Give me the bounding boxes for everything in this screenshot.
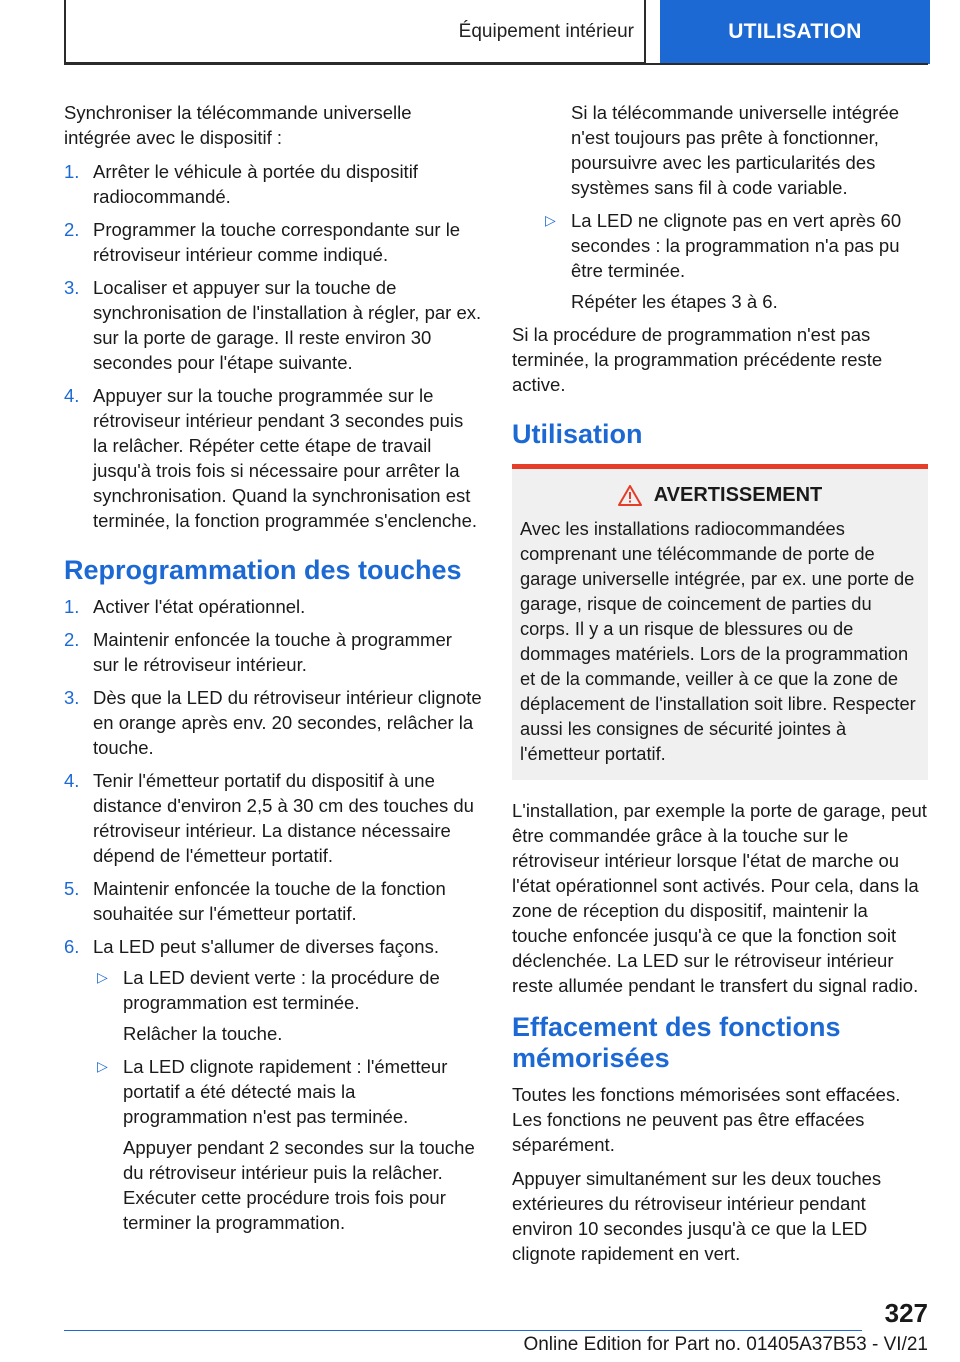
list-item	[64, 594, 482, 619]
warning-header	[520, 483, 920, 508]
step-number: 5.	[64, 878, 80, 899]
step-text: Maintenir enfoncée la touche de la fonction souhaitée sur l'émetteur portatif.	[93, 878, 446, 924]
step-text: Programmer la touche correspondante sur le rétroviseur intérieur comme indiqué.	[93, 219, 461, 265]
header-chapter-tab: UTILISATION	[660, 0, 930, 64]
sync-intro: Synchroniser la télécommande universelle intégrée avec le dispositif :	[64, 102, 412, 148]
triangle-bullet-icon: ▷	[97, 1058, 108, 1074]
step-number: 3.	[64, 277, 80, 298]
step-text: Localiser et appuyer sur la touche de synchronisation de l'installation à régler, par ex. sur la porte de garage. Il reste environ 30 secondes pour l'étape suivante.	[93, 277, 482, 373]
step-number: 3.	[64, 687, 80, 708]
step-number: 4.	[64, 385, 80, 406]
right-column	[512, 100, 928, 1275]
list-item	[64, 768, 482, 868]
step-text: Maintenir enfoncée la touche à programmer sur le rétroviseur intérieur.	[93, 629, 452, 675]
sub-item-follow: Relâcher la touche.	[123, 1023, 283, 1044]
utilisation-text: L'installation, par exemple la porte de garage, peut être commandée grâce à la touche sur le rétroviseur intérieur lorsque l'état de marche ou l'état opérationnel sont activés. Pour cela, dans la zone de réception du dispositif, maintenir la touche enfoncée jusqu'à ce que la fonction soit déclenchée. La LED sur le rétroviseur intérieur reste allumée pendant le transfert du signal radio.	[512, 800, 927, 996]
step-text: Activer l'état opérationnel.	[93, 596, 306, 617]
sub-item-text: La LED ne clignote pas en vert après 60 secondes : la programmation n'a pas pu être terminée.	[571, 210, 902, 281]
sub-item	[93, 1054, 482, 1129]
step-number: 6.	[64, 936, 80, 957]
warning-text: Avec les installations radiocommandées comprenant une télécommande de porte de garage universelle intégrée, par ex. une porte de garage, risque de coincement de parties du corps. Il y a un risque de blessures ou de dommages matériels. Lors de la programmation et de la commande, veiller à ce que la zone de déplacement de l'installation soit libre. Respecter aussi les consignes de sécurité jointes à l'émetteur portatif.	[520, 518, 916, 764]
sub-item-text: La LED clignote rapidement : l'émetteur portatif a été détecté mais la programmation n'est pas terminée.	[123, 1056, 448, 1127]
list-item	[64, 159, 482, 209]
step-text: Appuyer sur la touche programmée sur le rétroviseur intérieur pendant 3 secondes puis la relâcher. Répéter cette étape de travail jusqu'à trois fois si nécessaire pour arrêter la synchronisation. Quand la synchronisation est terminée, la fonction programmée s'enclenche.	[93, 385, 478, 531]
triangle-bullet-icon: ▷	[545, 212, 556, 228]
list-item	[64, 627, 482, 677]
step-number: 2.	[64, 629, 80, 650]
sub-item-text: La LED devient verte : la procédure de programmation est terminée.	[123, 967, 440, 1013]
heading-reprogrammation: Reprogrammation des touches	[64, 555, 462, 585]
programming-note: Si la procédure de programmation n'est pas terminée, la programmation précédente reste active.	[512, 324, 883, 395]
list-item	[64, 876, 482, 926]
step-text: Arrêter le véhicule à portée du dispositif radiocommandé.	[93, 161, 418, 207]
header-rule	[64, 63, 928, 65]
header-section-title: Équipement intérieur	[458, 21, 634, 42]
left-column	[64, 100, 482, 1251]
warning-box	[512, 469, 928, 780]
sub-item-follow: Appuyer pendant 2 secondes sur la touche du rétroviseur intérieur puis la relâcher. Exécuter cette procédure trois fois pour terminer la programmation.	[123, 1137, 475, 1233]
list-item	[64, 383, 482, 533]
sub-item-follow: Répéter les étapes 3 à 6.	[571, 291, 778, 312]
step-text: Tenir l'émetteur portatif du dispositif à une distance d'environ 2,5 à 30 cm des touches du rétroviseur intérieur. La distance nécessaire dépend de l'émetteur portatif.	[93, 770, 474, 866]
step-number: 4.	[64, 770, 80, 791]
list-item	[64, 685, 482, 760]
step-text: La LED peut s'allumer de diverses façons.	[93, 936, 439, 957]
step-number: 1.	[64, 161, 80, 182]
sync-steps	[64, 159, 482, 533]
sub-item	[93, 965, 482, 1015]
triangle-bullet-icon: ▷	[97, 969, 108, 985]
list-item	[64, 934, 482, 1243]
heading-utilisation: Utilisation	[512, 419, 643, 449]
sub-item	[512, 208, 928, 283]
footer-rule	[64, 1330, 862, 1331]
page-number: 327	[884, 1298, 928, 1328]
warning-title: AVERTISSEMENT	[653, 484, 823, 506]
step-text: Dès que la LED du rétroviseur intérieur clignote en orange après env. 20 secondes, relâcher la touche.	[93, 687, 482, 758]
effacement-text-2: Appuyer simultanément sur les deux touches extérieures du rétroviseur intérieur pendant environ 10 secondes jusqu'à ce que la LED clignote rapidement en vert.	[512, 1168, 882, 1264]
list-item	[64, 217, 482, 267]
continued-text: Si la télécommande universelle intégrée n'est toujours pas prête à fonctionner, poursuivre avec les particularités des systèmes sans fil à code variable.	[571, 102, 900, 198]
step-number: 2.	[64, 219, 80, 240]
step-number: 1.	[64, 596, 80, 617]
warning-triangle-icon	[618, 485, 642, 506]
reprog-steps	[64, 594, 482, 1243]
heading-effacement: Effacement des fonctions mémorisées	[512, 1012, 841, 1073]
list-item	[64, 275, 482, 375]
footer-edition: Online Edition for Part no. 01405A37B53 - VI/21	[523, 1334, 928, 1355]
effacement-text-1: Toutes les fonctions mémorisées sont effacées. Les fonctions ne peuvent pas être effacées séparément.	[512, 1084, 901, 1155]
